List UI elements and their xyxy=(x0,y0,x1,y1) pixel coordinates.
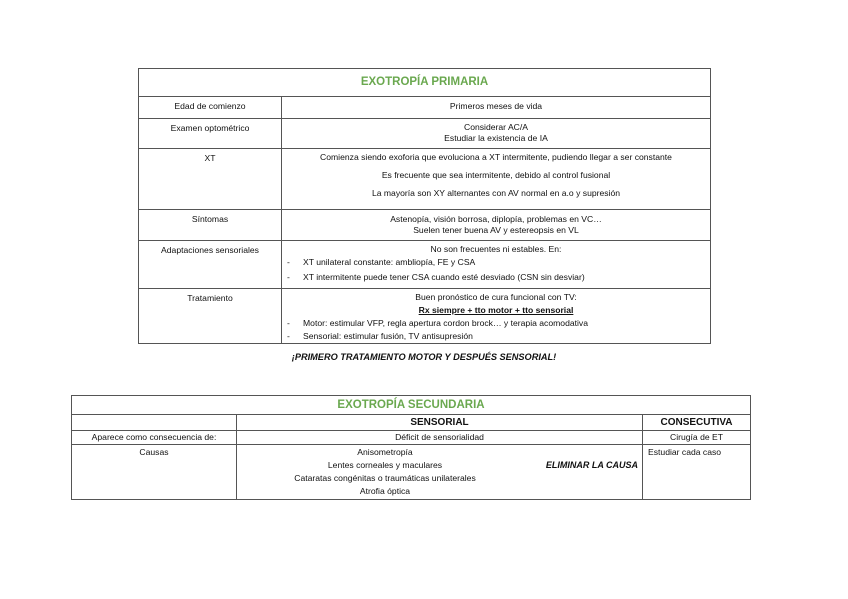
adaptaciones-item-text: XT intermitente puede tener CSA cuando esté desviado (CSN sin desviar) xyxy=(303,272,585,282)
row-label-adaptaciones: Adaptaciones sensoriales xyxy=(139,241,282,289)
dash-marker: - xyxy=(287,257,290,267)
eliminar-causa-label: ELIMINAR LA CAUSA xyxy=(545,460,638,470)
dash-marker: - xyxy=(287,318,290,328)
causa-item: Anisometropía xyxy=(357,447,413,457)
row-label-edad: Edad de comienzo xyxy=(139,97,282,119)
row-label-examen: Examen optométrico xyxy=(139,119,282,149)
row-value-sintomas xyxy=(282,210,711,241)
secondary-table xyxy=(71,395,751,500)
row-value-adaptaciones xyxy=(282,241,711,289)
empty-header-cell xyxy=(72,415,237,431)
examen-line-2: Estudiar la existencia de IA xyxy=(444,133,548,143)
primary-table xyxy=(138,68,711,344)
aparece-sensorial: Déficit de sensorialidad xyxy=(237,431,643,445)
tratamiento-rx: Rx siempre + tto motor + tto sensorial xyxy=(418,305,574,315)
adaptaciones-item-text: XT unilateral constante: ambliopía, FE y CSA xyxy=(303,257,476,267)
row-label-aparece: Aparece como consecuencia de: xyxy=(72,431,237,445)
aparece-consecutiva: Cirugía de ET xyxy=(643,431,751,445)
row-label-tratamiento: Tratamiento xyxy=(139,289,282,344)
row-label-causas: Causas xyxy=(72,445,237,500)
row-value-examen xyxy=(282,119,711,149)
col-header-consecutiva: CONSECUTIVA xyxy=(643,415,751,431)
adaptaciones-item xyxy=(282,257,710,268)
row-value-xt xyxy=(282,149,711,210)
causa-item: Atrofia óptica xyxy=(359,486,411,496)
causas-consecutiva: Estudiar cada caso xyxy=(643,445,751,500)
sintomas-line-2: Suelen tener buena AV y estereopsis en VL xyxy=(413,225,579,235)
primary-title: EXOTROPÍA PRIMARIA xyxy=(139,69,711,97)
row-label-xt: XT xyxy=(139,149,282,210)
dash-marker: - xyxy=(287,331,290,341)
tratamiento-item xyxy=(282,318,710,329)
tratamiento-item-text: Sensorial: estimular fusión, TV antisupresión xyxy=(303,331,473,341)
dash-marker: - xyxy=(287,272,290,282)
xt-line-1: Comienza siendo exoforia que evoluciona a XT intermitente, pudiendo llegar a ser constante xyxy=(320,152,672,162)
sintomas-line-1: Astenopía, visión borrosa, diplopía, problemas en VC… xyxy=(390,214,602,224)
tratamiento-intro: Buen pronóstico de cura funcional con TV: xyxy=(415,292,577,302)
tratamiento-item-text: Motor: estimular VFP, regla apertura cordon brock… y terapia acomodativa xyxy=(303,318,588,328)
adaptaciones-item xyxy=(282,272,710,283)
causas-sensorial xyxy=(237,445,643,500)
causa-item: Lentes corneales y maculares xyxy=(327,460,443,470)
xt-line-2: Es frecuente que sea intermitente, debido al control fusional xyxy=(381,170,611,180)
row-label-sintomas: Síntomas xyxy=(139,210,282,241)
tratamiento-item xyxy=(282,331,710,342)
examen-line-1: Considerar AC/A xyxy=(464,122,529,132)
row-value-tratamiento xyxy=(282,289,711,344)
xt-line-3: La mayoría son XY alternantes con AV normal en a.o y supresión xyxy=(371,188,621,198)
causa-item: Cataratas congénitas o traumáticas unilaterales xyxy=(294,473,476,483)
col-header-sensorial: SENSORIAL xyxy=(237,415,643,431)
row-value-edad: Primeros meses de vida xyxy=(282,97,711,119)
treatment-note: ¡PRIMERO TRATAMIENTO MOTOR Y DESPUÉS SENSORIAL! xyxy=(291,352,557,362)
secondary-title: EXOTROPÍA SECUNDARIA xyxy=(72,396,751,415)
adaptaciones-intro: No son frecuentes ni estables. En: xyxy=(430,244,562,254)
